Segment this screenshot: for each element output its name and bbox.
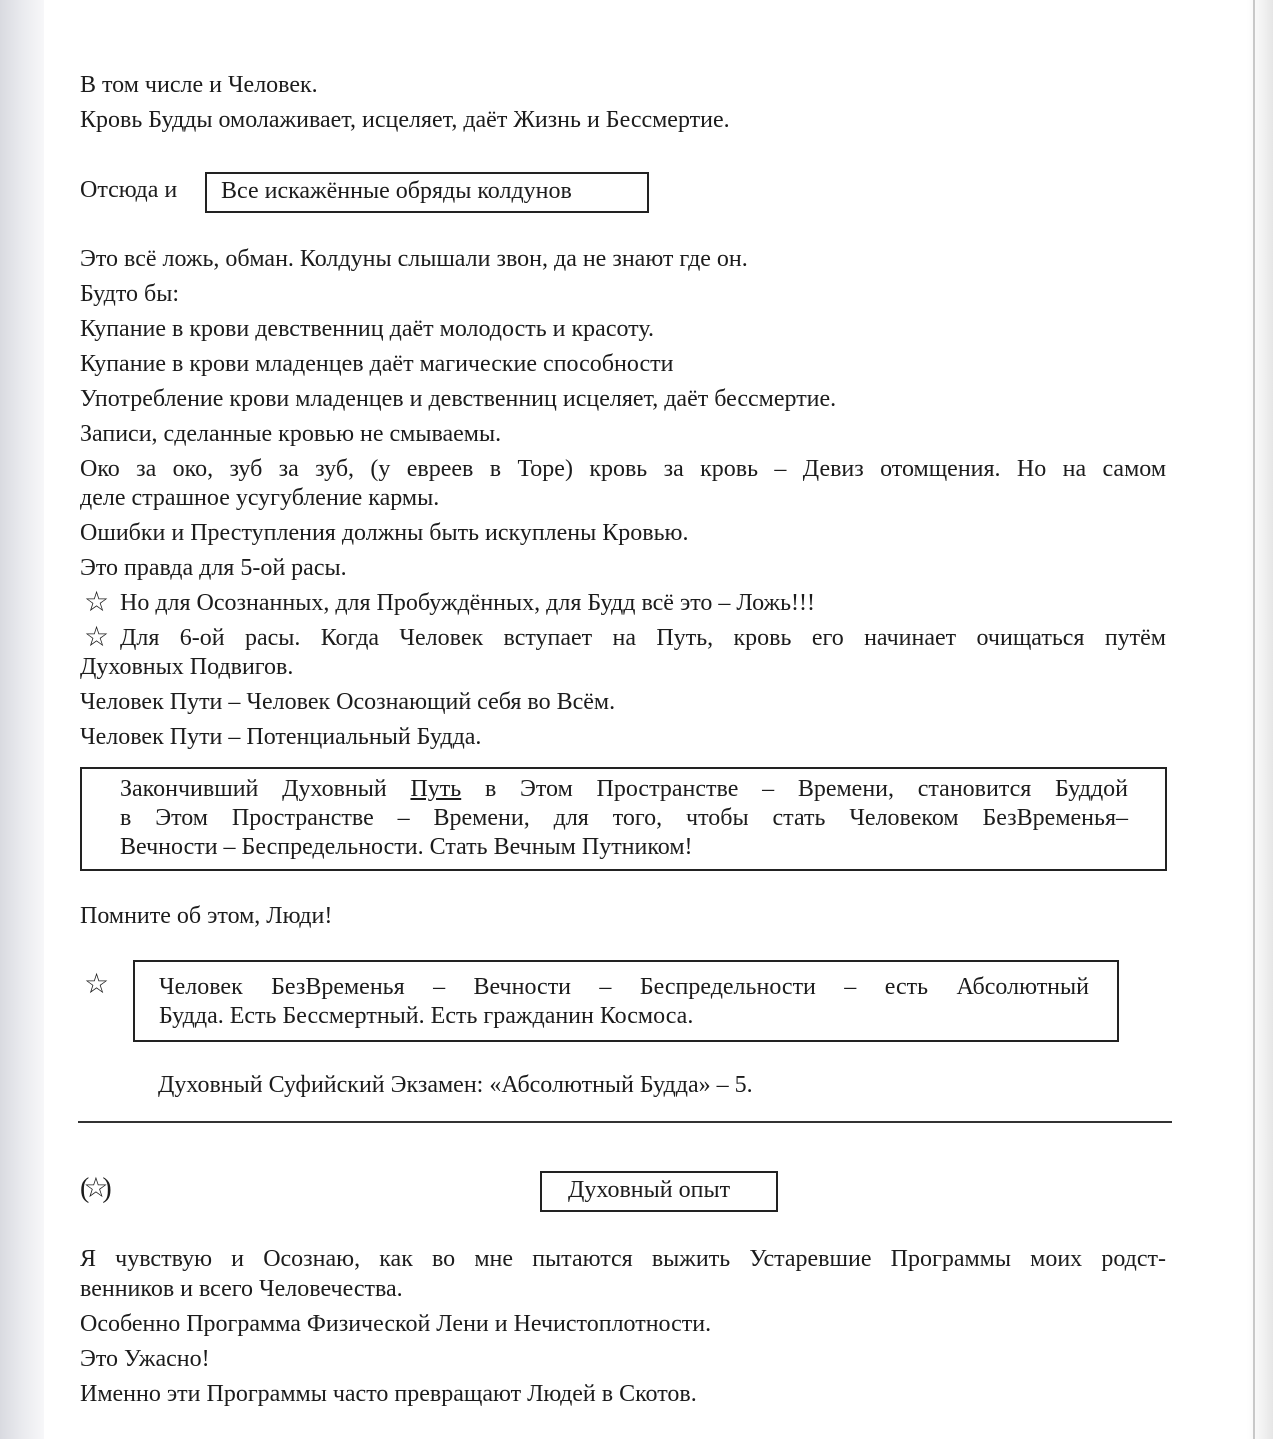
- text-line: Именно эти Программы часто превращают Людей в Скотов.: [80, 1381, 697, 1407]
- text-line: деле страшное усугубление кармы.: [80, 485, 440, 511]
- text-line: Я чувствую и Осознаю, как во мне пытаются выжить Устаревшие Программы моих родст-: [80, 1246, 1166, 1272]
- quote-line: Человек БезВременья – Вечности – Беспредельности – есть Абсолютный: [159, 974, 1089, 1000]
- quote-box-buddha: [133, 960, 1119, 1042]
- text-line: Это всё ложь, обман. Колдуны слышали звон, да не знают где он.: [80, 246, 748, 272]
- crescent-star-icon: (☆): [80, 1173, 106, 1204]
- text-line: Но для Осознанных, для Пробуждённых, для Будд всё это – Ложь!!!: [120, 590, 816, 616]
- text-line: Для 6-ой расы. Когда Человек вступает на Путь, кровь его начинает очищаться путём: [120, 625, 1166, 651]
- scan-edge-right: [1247, 0, 1273, 1439]
- text-line: Будто бы:: [80, 281, 180, 307]
- text-line: Помните об этом, Люди!: [80, 903, 333, 929]
- boxed-phrase-text: Все искажённые обряды колдунов: [221, 178, 572, 204]
- scan-edge-left: [0, 0, 44, 1439]
- star-icon: ☆: [84, 969, 110, 1000]
- text-line: Купание в крови младенцев даёт магические способности: [80, 351, 674, 377]
- text-line: Это Ужасно!: [80, 1346, 210, 1372]
- scan-edge-line: [1253, 0, 1255, 1439]
- text-line: Записи, сделанные кровью не смываемы.: [80, 421, 502, 447]
- text-line: Человек Пути – Потенциальный Будда.: [80, 724, 482, 750]
- section-title: Духовный опыт: [568, 1177, 731, 1203]
- star-icon: ☆: [84, 587, 110, 618]
- quote-line: в Этом Пространстве – Времени, для того, чтобы стать Человеком БезВременья–: [120, 805, 1128, 831]
- exam-line: Духовный Суфийский Экзамен: «Абсолютный Будда» – 5.: [158, 1072, 753, 1098]
- text-line: Особенно Программа Физической Лени и Нечистоплотности.: [80, 1311, 712, 1337]
- star-icon: ☆: [84, 622, 110, 653]
- text-line: Око за око, зуб за зуб, (у евреев в Торе) кровь за кровь – Девиз отомщения. Но на самом: [80, 456, 1166, 482]
- section-title-box: [540, 1171, 778, 1212]
- text-line: Употребление крови младенцев и девственниц исцеляет, даёт бессмертие.: [80, 386, 837, 412]
- quote-line: Закончивший Духовный Путь в Этом Пространстве – Времени, становится Буддой: [120, 776, 1128, 802]
- boxed-phrase: [205, 172, 649, 213]
- text-line: Кровь Будды омолаживает, исцеляет, даёт Жизнь и Бессмертие.: [80, 107, 730, 133]
- text-line: Ошибки и Преступления должны быть искуплены Кровью.: [80, 520, 689, 546]
- text-line: Человек Пути – Человек Осознающий себя во Всём.: [80, 689, 616, 715]
- text-line: Отсюда и: [80, 177, 178, 203]
- text-line: венников и всего Человечества.: [80, 1276, 403, 1302]
- text-line: Духовных Подвигов.: [80, 654, 294, 680]
- quote-line: Будда. Есть Бессмертный. Есть гражданин Космоса.: [159, 1003, 694, 1029]
- quote-box-path: [80, 767, 1167, 871]
- quote-line: Вечности – Беспредельности. Стать Вечным Путником!: [120, 834, 693, 860]
- text-line: Это правда для 5-ой расы.: [80, 555, 347, 581]
- section-divider: [78, 1121, 1172, 1123]
- text-line: В том числе и Человек.: [80, 72, 318, 98]
- text-line: Купание в крови девственниц даёт молодость и красоту.: [80, 316, 654, 342]
